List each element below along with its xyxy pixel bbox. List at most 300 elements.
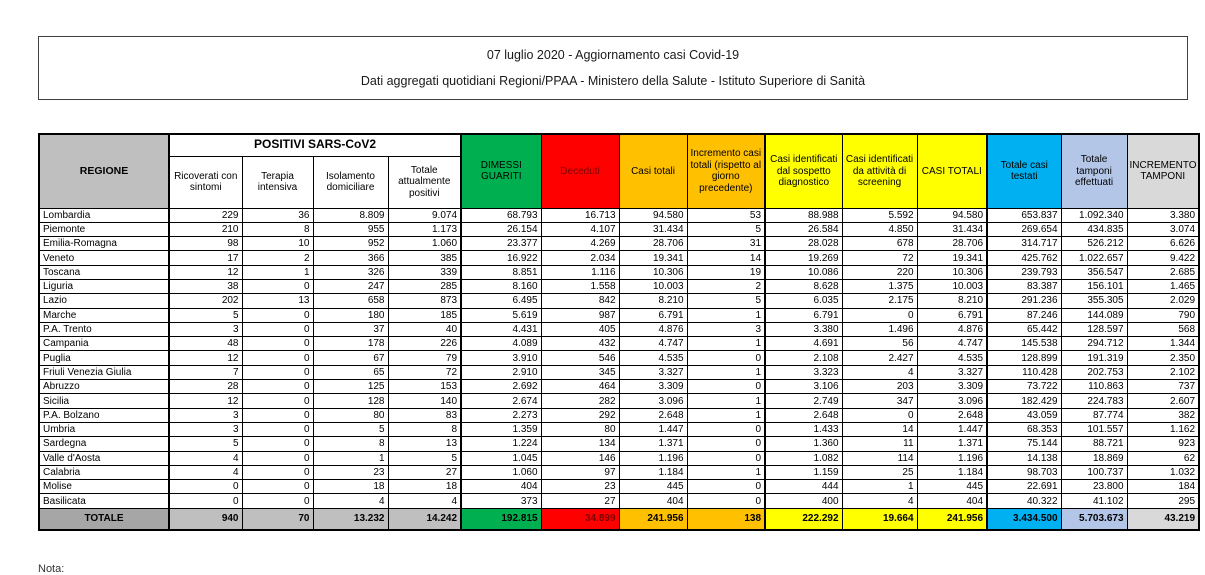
value-cell: 182.429 [987, 394, 1061, 408]
value-cell: 87.246 [987, 308, 1061, 322]
table-row [39, 422, 1199, 436]
value-cell: 1 [687, 394, 765, 408]
value-cell: 6.035 [765, 294, 842, 308]
value-cell: 2.273 [461, 408, 541, 422]
table-row [39, 451, 1199, 465]
table-row [39, 308, 1199, 322]
value-cell: 404 [461, 480, 541, 494]
value-cell: 8 [313, 437, 388, 451]
value-cell: 241.956 [917, 508, 987, 530]
value-cell: 12 [169, 265, 242, 279]
totals-row [39, 508, 1199, 530]
value-cell: 2.692 [461, 380, 541, 394]
value-cell: 31.434 [619, 222, 687, 236]
value-cell: 3.910 [461, 351, 541, 365]
header-group-positivi: POSITIVI SARS-CoV2 [169, 134, 461, 156]
value-cell: 31 [687, 237, 765, 251]
value-cell: 224.783 [1061, 394, 1127, 408]
value-cell: 5.703.673 [1061, 508, 1127, 530]
value-cell: 2.029 [1127, 294, 1199, 308]
value-cell: 1.032 [1127, 465, 1199, 479]
value-cell: 5 [169, 437, 242, 451]
value-cell: 128.899 [987, 351, 1061, 365]
value-cell: 0 [242, 322, 313, 336]
region-cell: Umbria [39, 422, 169, 436]
covid-data-table [38, 133, 1200, 531]
value-cell: 97 [541, 465, 619, 479]
value-cell: 0 [687, 437, 765, 451]
value-cell: 2.108 [765, 351, 842, 365]
value-cell: 2.674 [461, 394, 541, 408]
value-cell: 128 [313, 394, 388, 408]
table-row [39, 294, 1199, 308]
value-cell: 18 [313, 480, 388, 494]
value-cell: 98 [169, 237, 242, 251]
value-cell: 0 [687, 451, 765, 465]
region-cell: P.A. Trento [39, 322, 169, 336]
value-cell: 72 [388, 365, 461, 379]
value-cell: 40 [388, 322, 461, 336]
value-cell: 68.793 [461, 208, 541, 222]
value-cell: 13.232 [313, 508, 388, 530]
value-cell: 400 [765, 494, 842, 508]
value-cell: 0 [687, 494, 765, 508]
value-cell: 373 [461, 494, 541, 508]
value-cell: 1.375 [842, 279, 917, 293]
value-cell: 2 [687, 279, 765, 293]
value-cell: 28.706 [619, 237, 687, 251]
value-cell: 2.648 [619, 408, 687, 422]
value-cell: 6.495 [461, 294, 541, 308]
value-cell: 14 [842, 422, 917, 436]
value-cell: 5 [687, 294, 765, 308]
value-cell: 3 [169, 322, 242, 336]
value-cell: 1.196 [917, 451, 987, 465]
value-cell: 0 [242, 465, 313, 479]
value-cell: 385 [388, 251, 461, 265]
value-cell: 83.387 [987, 279, 1061, 293]
value-cell: 75.144 [987, 437, 1061, 451]
value-cell: 0 [242, 437, 313, 451]
value-cell: 180 [313, 308, 388, 322]
value-cell: 1.082 [765, 451, 842, 465]
value-cell: 1.496 [842, 322, 917, 336]
value-cell: 73.722 [987, 380, 1061, 394]
region-cell: P.A. Bolzano [39, 408, 169, 422]
value-cell: 0 [242, 451, 313, 465]
value-cell: 4.535 [917, 351, 987, 365]
value-cell: 16.922 [461, 251, 541, 265]
value-cell: 3.323 [765, 365, 842, 379]
value-cell: 114 [842, 451, 917, 465]
value-cell: 1 [313, 451, 388, 465]
value-cell: 3.309 [917, 380, 987, 394]
value-cell: 292 [541, 408, 619, 422]
header-tamponi-effettuati: Totale tamponi effettuati [1061, 134, 1127, 208]
value-cell: 65 [313, 365, 388, 379]
group-header-row [39, 134, 1199, 156]
value-cell: 23.377 [461, 237, 541, 251]
value-cell: 0 [242, 279, 313, 293]
value-cell: 101.557 [1061, 422, 1127, 436]
value-cell: 25 [842, 465, 917, 479]
title-box [38, 36, 1188, 100]
value-cell: 0 [687, 422, 765, 436]
value-cell: 62 [1127, 451, 1199, 465]
value-cell: 4 [388, 494, 461, 508]
value-cell: 11 [842, 437, 917, 451]
value-cell: 0 [842, 308, 917, 322]
value-cell: 546 [541, 351, 619, 365]
value-cell: 156.101 [1061, 279, 1127, 293]
value-cell: 8 [388, 422, 461, 436]
value-cell: 326 [313, 265, 388, 279]
value-cell: 34.899 [541, 508, 619, 530]
value-cell: 8 [242, 222, 313, 236]
value-cell: 9.422 [1127, 251, 1199, 265]
value-cell: 10.003 [619, 279, 687, 293]
value-cell: 2.607 [1127, 394, 1199, 408]
value-cell: 110.428 [987, 365, 1061, 379]
value-cell: 80 [313, 408, 388, 422]
table-row [39, 265, 1199, 279]
value-cell: 14 [687, 251, 765, 265]
value-cell: 23.800 [1061, 480, 1127, 494]
value-cell: 1.196 [619, 451, 687, 465]
table-row [39, 365, 1199, 379]
value-cell: 5 [687, 222, 765, 236]
value-cell: 23 [313, 465, 388, 479]
table-row [39, 251, 1199, 265]
value-cell: 13 [242, 294, 313, 308]
header-dimessi-guariti: DIMESSI GUARITI [461, 134, 541, 208]
value-cell: 291.236 [987, 294, 1061, 308]
value-cell: 6.791 [765, 308, 842, 322]
value-cell: 203 [842, 380, 917, 394]
value-cell: 339 [388, 265, 461, 279]
value-cell: 2.427 [842, 351, 917, 365]
value-cell: 13 [388, 437, 461, 451]
value-cell: 1 [687, 465, 765, 479]
value-cell: 2.749 [765, 394, 842, 408]
value-cell: 5.592 [842, 208, 917, 222]
value-cell: 222.292 [765, 508, 842, 530]
value-cell: 27 [388, 465, 461, 479]
value-cell: 1 [242, 265, 313, 279]
value-cell: 0 [842, 408, 917, 422]
value-cell: 1.060 [461, 465, 541, 479]
value-cell: 4.269 [541, 237, 619, 251]
value-cell: 98.703 [987, 465, 1061, 479]
value-cell: 4 [169, 465, 242, 479]
value-cell: 37 [313, 322, 388, 336]
region-cell: Toscana [39, 265, 169, 279]
value-cell: 7 [169, 365, 242, 379]
value-cell: 952 [313, 237, 388, 251]
value-cell: 1.465 [1127, 279, 1199, 293]
value-cell: 0 [242, 337, 313, 351]
value-cell: 3.327 [619, 365, 687, 379]
value-cell: 53 [687, 208, 765, 222]
region-cell: Calabria [39, 465, 169, 479]
value-cell: 737 [1127, 380, 1199, 394]
value-cell: 0 [242, 494, 313, 508]
value-cell: 2.910 [461, 365, 541, 379]
report-date-title: 07 luglio 2020 - Aggiornamento casi Covid-19 [486, 48, 740, 63]
value-cell: 1.344 [1127, 337, 1199, 351]
table-row [39, 237, 1199, 251]
header-incremento-tamponi: INCREMENTO TAMPONI [1127, 134, 1199, 208]
value-cell: 10.306 [619, 265, 687, 279]
value-cell: 19 [687, 265, 765, 279]
table-row [39, 480, 1199, 494]
region-cell: Liguria [39, 279, 169, 293]
table-row [39, 322, 1199, 336]
value-cell: 110.863 [1061, 380, 1127, 394]
note-label: Nota: [38, 563, 65, 575]
value-cell: 1.092.340 [1061, 208, 1127, 222]
header-incremento-casi: Incremento casi totali (rispetto al giorno precedente) [687, 134, 765, 208]
value-cell: 26.584 [765, 222, 842, 236]
region-cell: Friuli Venezia Giulia [39, 365, 169, 379]
value-cell: 226 [388, 337, 461, 351]
value-cell: 8.628 [765, 279, 842, 293]
value-cell: 220 [842, 265, 917, 279]
value-cell: 2 [242, 251, 313, 265]
value-cell: 28.028 [765, 237, 842, 251]
value-cell: 6.791 [917, 308, 987, 322]
table-row [39, 494, 1199, 508]
value-cell: 125 [313, 380, 388, 394]
value-cell: 3.096 [917, 394, 987, 408]
header-casi-totali-2: CASI TOTALI [917, 134, 987, 208]
value-cell: 134 [541, 437, 619, 451]
value-cell: 3 [687, 322, 765, 336]
value-cell: 1.162 [1127, 422, 1199, 436]
value-cell: 202 [169, 294, 242, 308]
value-cell: 445 [917, 480, 987, 494]
value-cell: 1.447 [917, 422, 987, 436]
header-deceduti: Deceduti [541, 134, 619, 208]
value-cell: 3.096 [619, 394, 687, 408]
value-cell: 1.022.657 [1061, 251, 1127, 265]
value-cell: 145.538 [987, 337, 1061, 351]
header-casi-testati: Totale casi testati [987, 134, 1061, 208]
value-cell: 1 [842, 480, 917, 494]
header-isolamento: Isolamento domiciliare [313, 156, 388, 208]
value-cell: 27 [541, 494, 619, 508]
value-cell: 6.791 [619, 308, 687, 322]
value-cell: 43.219 [1127, 508, 1199, 530]
value-cell: 355.305 [1061, 294, 1127, 308]
value-cell: 3.434.500 [987, 508, 1061, 530]
value-cell: 87.774 [1061, 408, 1127, 422]
region-cell: Sardegna [39, 437, 169, 451]
table-row [39, 222, 1199, 236]
value-cell: 146 [541, 451, 619, 465]
value-cell: 5 [169, 308, 242, 322]
value-cell: 4.747 [917, 337, 987, 351]
value-cell: 31.434 [917, 222, 987, 236]
region-cell: Sicilia [39, 394, 169, 408]
value-cell: 405 [541, 322, 619, 336]
value-cell: 1.116 [541, 265, 619, 279]
header-sospetto-diagnostico: Casi identificati dal sospetto diagnostico [765, 134, 842, 208]
value-cell: 67 [313, 351, 388, 365]
value-cell: 140 [388, 394, 461, 408]
value-cell: 1.224 [461, 437, 541, 451]
value-cell: 356.547 [1061, 265, 1127, 279]
value-cell: 4 [842, 494, 917, 508]
value-cell: 4.535 [619, 351, 687, 365]
value-cell: 184 [1127, 480, 1199, 494]
value-cell: 0 [687, 380, 765, 394]
value-cell: 72 [842, 251, 917, 265]
value-cell: 0 [242, 308, 313, 322]
table-row [39, 437, 1199, 451]
value-cell: 94.580 [917, 208, 987, 222]
value-cell: 202.753 [1061, 365, 1127, 379]
value-cell: 10.306 [917, 265, 987, 279]
region-cell: Lombardia [39, 208, 169, 222]
value-cell: 0 [242, 351, 313, 365]
region-cell: Veneto [39, 251, 169, 265]
value-cell: 247 [313, 279, 388, 293]
value-cell: 0 [242, 380, 313, 394]
table-header [39, 134, 1199, 208]
value-cell: 4 [842, 365, 917, 379]
value-cell: 178 [313, 337, 388, 351]
value-cell: 38 [169, 279, 242, 293]
value-cell: 432 [541, 337, 619, 351]
value-cell: 8.210 [619, 294, 687, 308]
value-cell: 285 [388, 279, 461, 293]
value-cell: 4 [313, 494, 388, 508]
value-cell: 80 [541, 422, 619, 436]
region-cell: Basilicata [39, 494, 169, 508]
value-cell: 229 [169, 208, 242, 222]
value-cell: 0 [687, 480, 765, 494]
value-cell: 22.691 [987, 480, 1061, 494]
value-cell: 3.309 [619, 380, 687, 394]
value-cell: 8.809 [313, 208, 388, 222]
value-cell: 65.442 [987, 322, 1061, 336]
value-cell: 12 [169, 394, 242, 408]
value-cell: 68.353 [987, 422, 1061, 436]
value-cell: 404 [619, 494, 687, 508]
value-cell: 19.269 [765, 251, 842, 265]
value-cell: 10.003 [917, 279, 987, 293]
value-cell: 70 [242, 508, 313, 530]
value-cell: 282 [541, 394, 619, 408]
value-cell: 40.322 [987, 494, 1061, 508]
value-cell: 3.380 [765, 322, 842, 336]
value-cell: 955 [313, 222, 388, 236]
table-body [39, 208, 1199, 530]
value-cell: 0 [242, 422, 313, 436]
value-cell: 4.850 [842, 222, 917, 236]
table-row [39, 208, 1199, 222]
value-cell: 100.737 [1061, 465, 1127, 479]
value-cell: 1 [687, 337, 765, 351]
value-cell: 1.060 [388, 237, 461, 251]
value-cell: 239.793 [987, 265, 1061, 279]
header-terapia-intensiva: Terapia intensiva [242, 156, 313, 208]
value-cell: 28 [169, 380, 242, 394]
value-cell: 425.762 [987, 251, 1061, 265]
value-cell: 2.685 [1127, 265, 1199, 279]
table-row [39, 337, 1199, 351]
value-cell: 1.184 [619, 465, 687, 479]
value-cell: 2.350 [1127, 351, 1199, 365]
region-cell: Campania [39, 337, 169, 351]
value-cell: 8.851 [461, 265, 541, 279]
region-cell: Abruzzo [39, 380, 169, 394]
value-cell: 1.371 [917, 437, 987, 451]
value-cell: 382 [1127, 408, 1199, 422]
value-cell: 43.059 [987, 408, 1061, 422]
value-cell: 314.717 [987, 237, 1061, 251]
value-cell: 940 [169, 508, 242, 530]
value-cell: 5.619 [461, 308, 541, 322]
value-cell: 210 [169, 222, 242, 236]
value-cell: 1.371 [619, 437, 687, 451]
value-cell: 19.341 [619, 251, 687, 265]
value-cell: 2.175 [842, 294, 917, 308]
value-cell: 464 [541, 380, 619, 394]
value-cell: 153 [388, 380, 461, 394]
region-cell: Emilia-Romagna [39, 237, 169, 251]
region-cell: Valle d'Aosta [39, 451, 169, 465]
value-cell: 10.086 [765, 265, 842, 279]
value-cell: 366 [313, 251, 388, 265]
value-cell: 1.359 [461, 422, 541, 436]
value-cell: 0 [242, 480, 313, 494]
value-cell: 3.074 [1127, 222, 1199, 236]
region-cell: Piemonte [39, 222, 169, 236]
value-cell: 4.431 [461, 322, 541, 336]
value-cell: 14.138 [987, 451, 1061, 465]
value-cell: 1 [687, 308, 765, 322]
value-cell: 658 [313, 294, 388, 308]
value-cell: 269.654 [987, 222, 1061, 236]
value-cell: 2.034 [541, 251, 619, 265]
value-cell: 678 [842, 237, 917, 251]
value-cell: 12 [169, 351, 242, 365]
value-cell: 1.360 [765, 437, 842, 451]
value-cell: 19.341 [917, 251, 987, 265]
region-cell: Lazio [39, 294, 169, 308]
region-cell: Marche [39, 308, 169, 322]
value-cell: 6.626 [1127, 237, 1199, 251]
header-totale-positivi: Totale attualmente positivi [388, 156, 461, 208]
value-cell: 345 [541, 365, 619, 379]
value-cell: 16.713 [541, 208, 619, 222]
value-cell: 434.835 [1061, 222, 1127, 236]
value-cell: 88.721 [1061, 437, 1127, 451]
value-cell: 0 [169, 494, 242, 508]
value-cell: 526.212 [1061, 237, 1127, 251]
table-row [39, 394, 1199, 408]
value-cell: 1.558 [541, 279, 619, 293]
value-cell: 3.106 [765, 380, 842, 394]
value-cell: 4.747 [619, 337, 687, 351]
value-cell: 17 [169, 251, 242, 265]
value-cell: 653.837 [987, 208, 1061, 222]
value-cell: 3.327 [917, 365, 987, 379]
value-cell: 138 [687, 508, 765, 530]
value-cell: 144.089 [1061, 308, 1127, 322]
